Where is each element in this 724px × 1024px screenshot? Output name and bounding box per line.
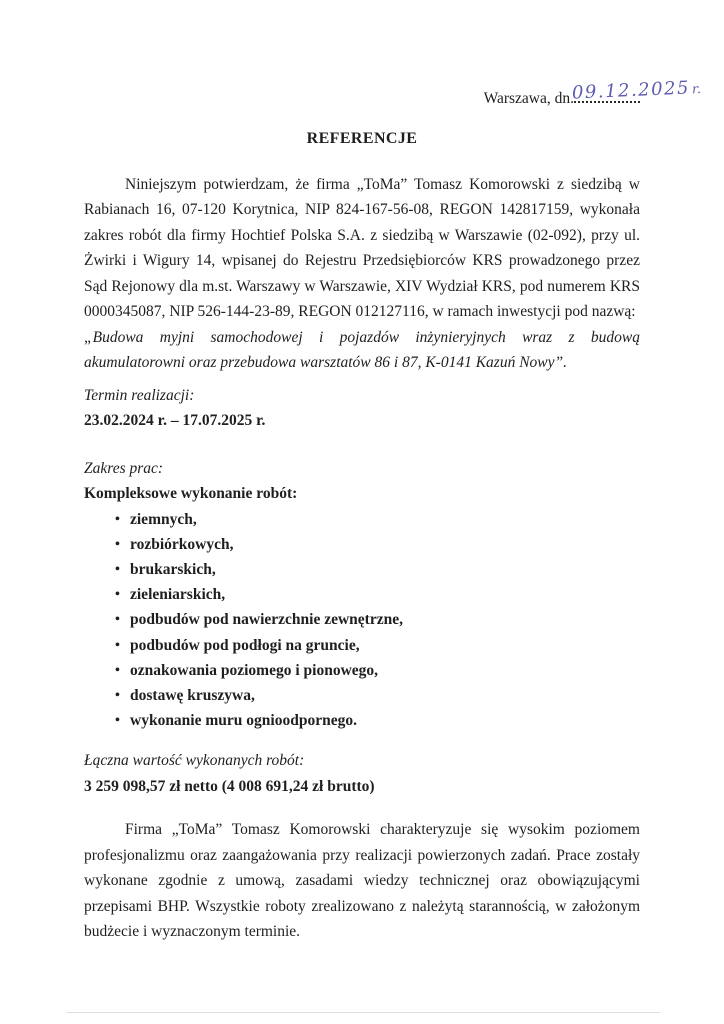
bullet-icon: • xyxy=(115,561,120,577)
list-item-label: brukarskich, xyxy=(130,560,216,578)
total-value-amount: 3 259 098,57 zł netto (4 008 691,24 zł brutto) xyxy=(84,777,375,795)
bullet-icon: • xyxy=(115,687,120,703)
list-item xyxy=(84,633,640,658)
bullet-icon: • xyxy=(115,713,120,729)
list-item-label: oznakowania poziomego i pionowego, xyxy=(130,661,379,679)
list-item xyxy=(84,532,640,557)
bullet-icon: • xyxy=(115,511,120,527)
intro-paragraph: Niniejszym potwierdzam, że firma „ToMa” Tomasz Komorowski z siedzibą w Rabianach 16, 07-120 Korytnica, NIP 824-167-56-08, REGON 142817159, wykonała zakres robót dla firmy Hochtief Polska S.A. z siedzibą w Warszawie (02-092), przy ul. Żwirki i Wigury 14, wpisanej do Rejestru Przedsiębiorców KRS prowadzonego przez Sąd Rejonowy dla m.st. Warszawy w Warszawie, XIV Wydział KRS, pod numerem KRS 0000345087, NIP 526-144-23-89, REGON 012127116, w ramach inwestycji pod nazwą: xyxy=(84,175,640,320)
total-value-label: Łączna wartość wykonanych robót: xyxy=(84,752,305,770)
list-item xyxy=(84,708,640,733)
list-item-label: podbudów pod nawierzchnie zewnętrzne, xyxy=(130,611,403,629)
handwritten-flourish: r. xyxy=(691,81,702,98)
bullet-icon: • xyxy=(115,587,120,603)
list-item-label: dostawę kruszywa, xyxy=(130,686,255,704)
list-item xyxy=(84,582,640,607)
list-item-label: rozbiórkowych, xyxy=(130,535,234,553)
page-title: REFERENCJE xyxy=(306,130,418,147)
list-item-label: zieleniarskich, xyxy=(130,586,226,604)
project-name-quote: „Budowa myjni samochodowej i pojazdów inżynieryjnych wraz z budową akumulatorowni oraz przebudowa warsztatów 86 i 87, K-0141 Kazuń Nowy”. xyxy=(84,328,640,371)
list-item xyxy=(84,683,640,708)
term-value: 23.02.2024 r. – 17.07.2025 r. xyxy=(84,412,266,429)
closing-paragraph: Firma „ToMa” Tomasz Komorowski charakteryzuje się wysokim poziomem profesjonalizmu oraz zaangażowania przy realizacji powierzonych zadań. Prace zostały wykonane zgodnie z umową, zasadami wiedzy technicznej oraz obowiązującymi przepisami BHP. Wszystkie roboty zrealizowano z należytą starannością, w założonym budżecie i wyznaczonym terminie. xyxy=(84,821,640,941)
term-label: Termin realizacji: xyxy=(84,386,195,404)
city-date-label: Warszawa, dn. xyxy=(483,90,574,107)
bullet-icon: • xyxy=(115,612,120,628)
list-item-label: ziemnych, xyxy=(130,510,197,528)
list-item xyxy=(84,658,640,683)
scan-edge-line xyxy=(66,1012,660,1013)
bullet-icon: • xyxy=(115,536,120,552)
handwritten-date: 09.12.2025r. xyxy=(571,77,702,104)
list-item xyxy=(84,557,640,582)
bullet-icon: • xyxy=(115,637,120,653)
scope-list xyxy=(84,507,640,734)
bullet-icon: • xyxy=(115,662,120,678)
list-item-label: wykonanie muru ognioodpornego. xyxy=(130,712,357,730)
list-item-label: podbudów pod podłogi na gruncie, xyxy=(130,636,360,654)
list-item xyxy=(84,507,640,532)
list-item xyxy=(84,607,640,632)
scope-label: Zakres prac: xyxy=(84,459,164,477)
date-line xyxy=(84,77,702,112)
scope-heading: Kompleksowe wykonanie robót: xyxy=(84,485,298,502)
